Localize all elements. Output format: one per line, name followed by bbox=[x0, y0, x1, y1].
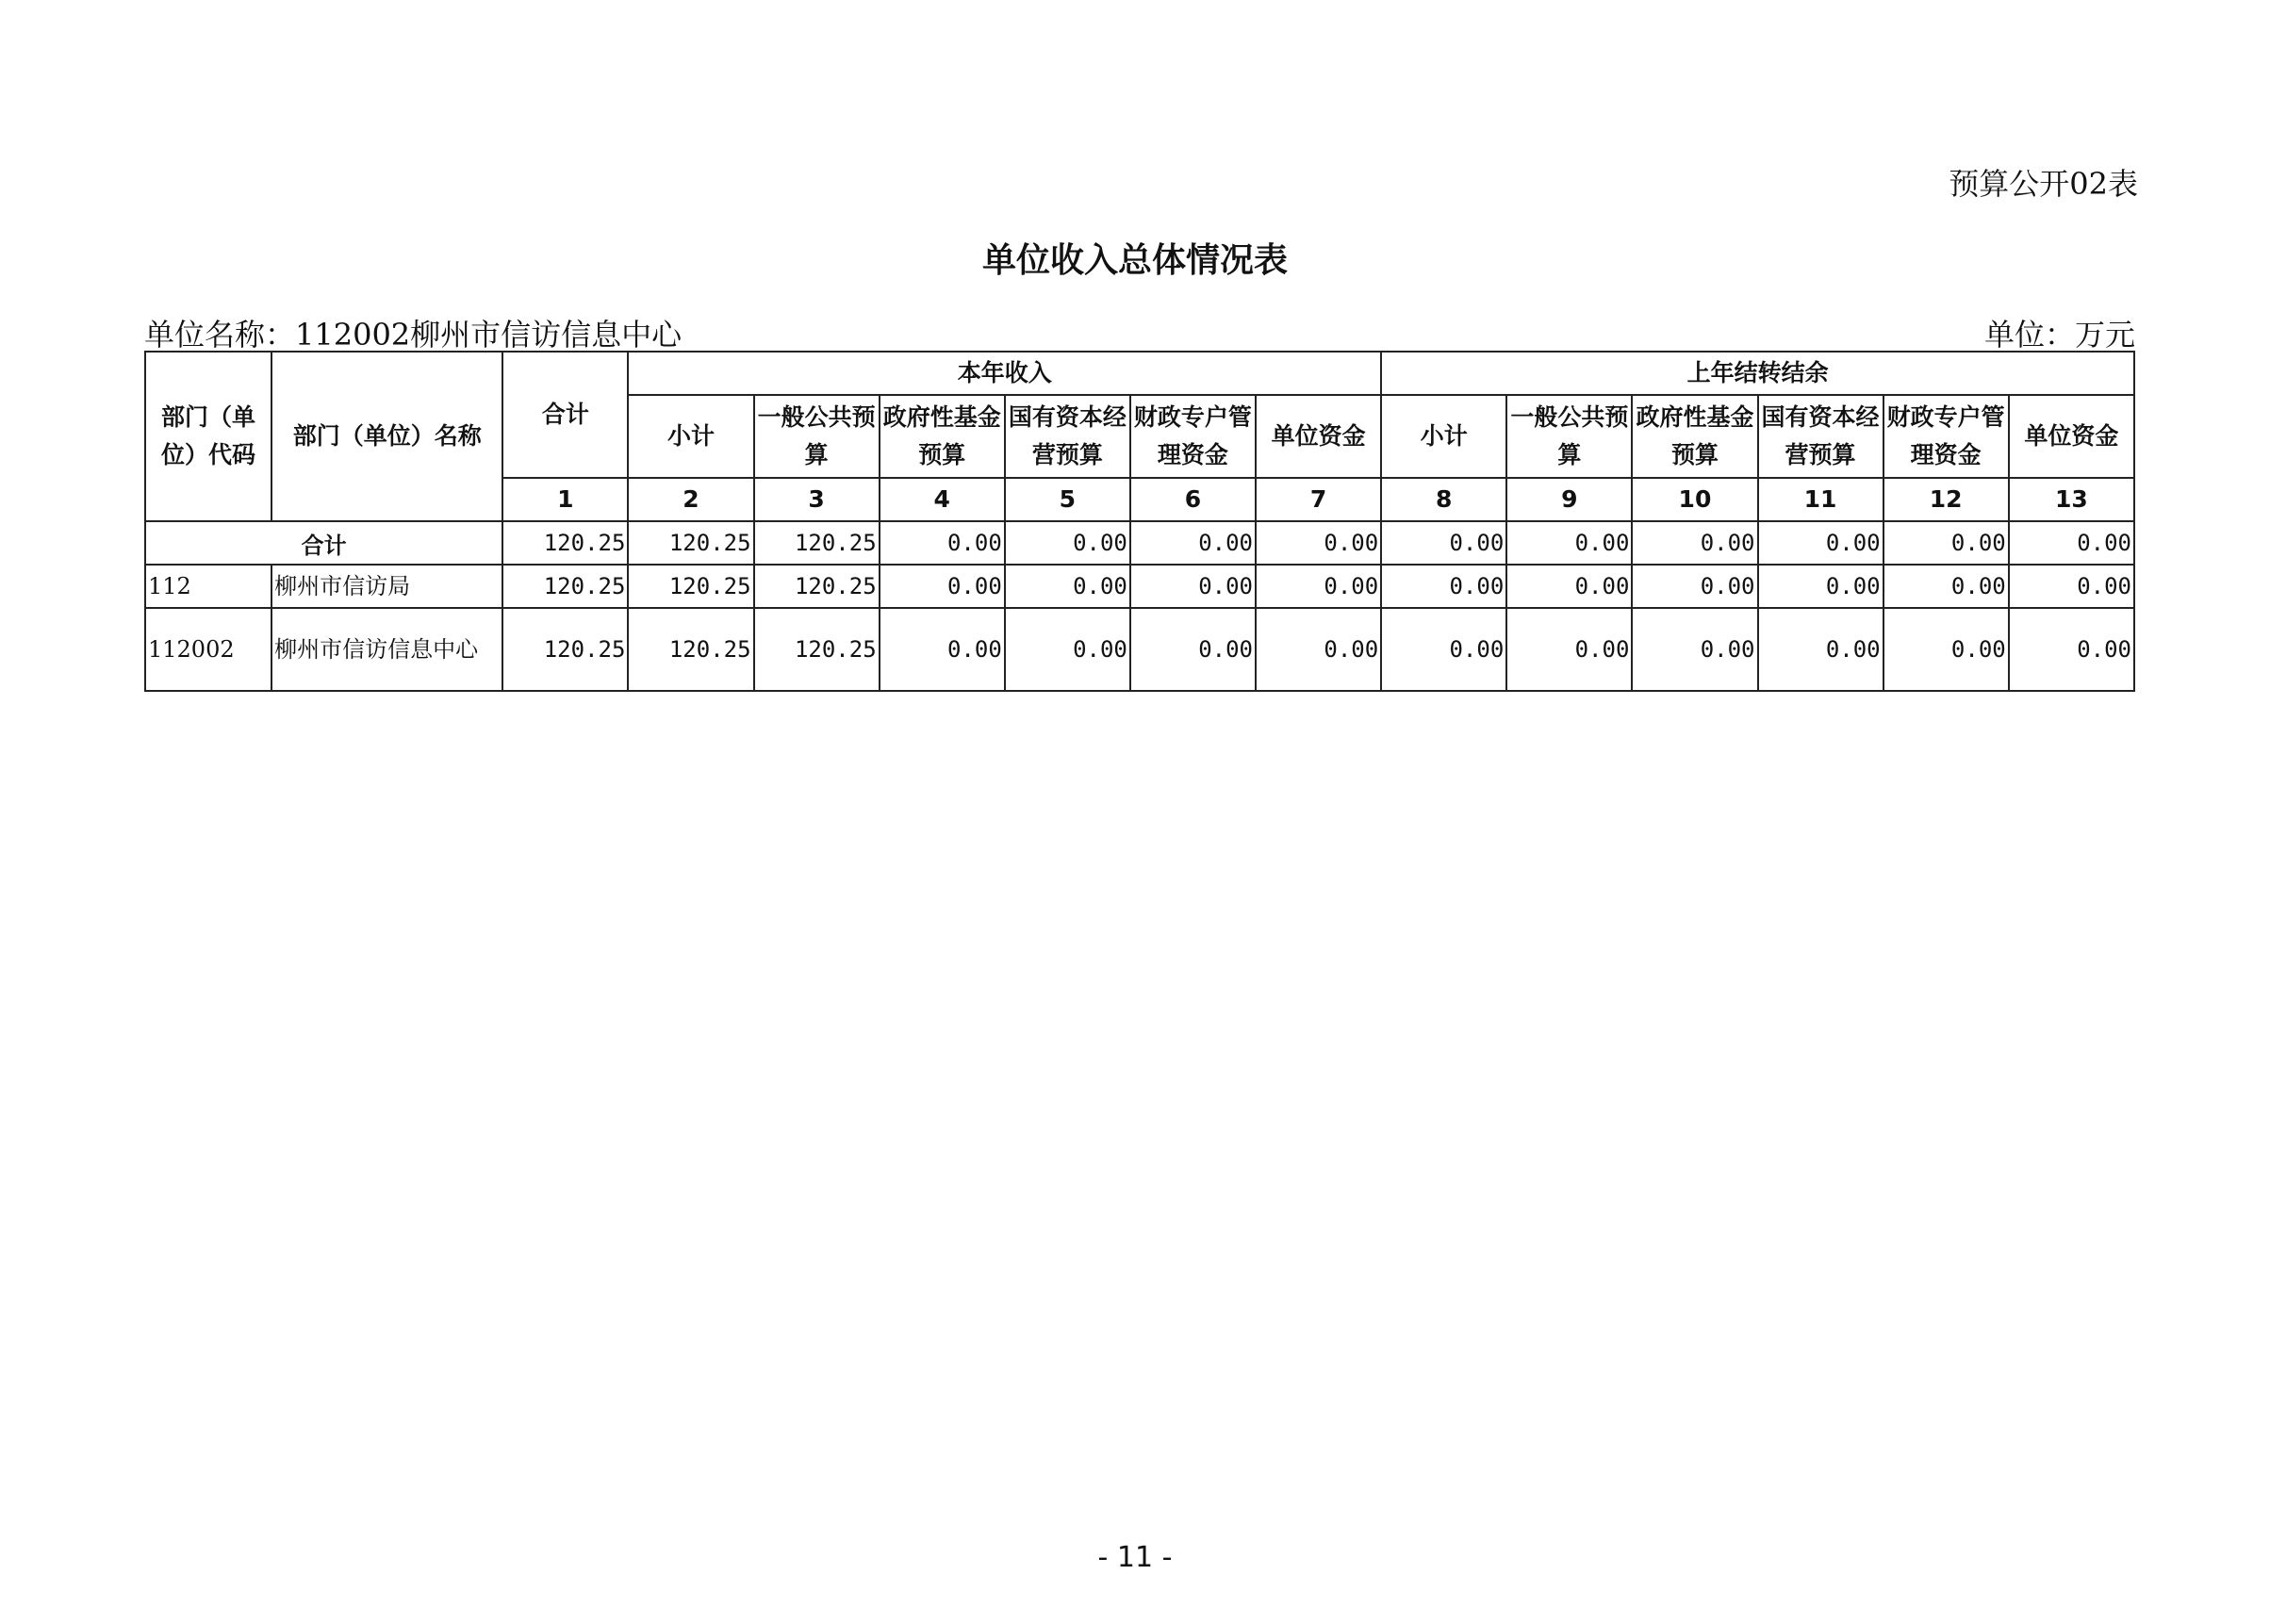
cell-value: 0.00 bbox=[1130, 565, 1256, 608]
col-number: 10 bbox=[1632, 478, 1757, 521]
header-current-year-group: 本年收入 bbox=[628, 352, 1381, 395]
cell-value: 0.00 bbox=[1005, 521, 1130, 565]
cell-value: 120.25 bbox=[628, 608, 753, 691]
cell-value: 0.00 bbox=[880, 565, 1005, 608]
header-carry-state-capital: 国有资本经营预算 bbox=[1758, 395, 1883, 478]
col-number: 6 bbox=[1130, 478, 1256, 521]
col-number: 9 bbox=[1506, 478, 1632, 521]
meta-row bbox=[144, 311, 2135, 354]
cell-value: 0.00 bbox=[1758, 608, 1883, 691]
unit-name: 单位名称：112002柳州市信访信息中心 bbox=[144, 317, 683, 353]
header-dept-code: 部门（单位）代码 bbox=[145, 352, 271, 521]
header-carry-special-account: 财政专户管理资金 bbox=[1883, 395, 2009, 478]
cell-value: 0.00 bbox=[1758, 521, 1883, 565]
col-number: 12 bbox=[1883, 478, 2009, 521]
cell-value: 0.00 bbox=[1256, 521, 1381, 565]
cell-value: 0.00 bbox=[2009, 565, 2134, 608]
cell-value: 0.00 bbox=[880, 608, 1005, 691]
col-number: 1 bbox=[502, 478, 628, 521]
page-title: 单位收入总体情况表 bbox=[981, 241, 1288, 280]
cell-value: 0.00 bbox=[1632, 521, 1757, 565]
cell-value: 120.25 bbox=[502, 608, 628, 691]
page-number: - 11 - bbox=[1097, 1541, 1173, 1574]
total-row-label: 合计 bbox=[145, 521, 502, 565]
cell-value: 0.00 bbox=[1632, 565, 1757, 608]
col-number: 7 bbox=[1256, 478, 1381, 521]
cell-value: 0.00 bbox=[1256, 608, 1381, 691]
col-number: 4 bbox=[880, 478, 1005, 521]
header-current-gov-fund: 政府性基金预算 bbox=[880, 395, 1005, 478]
cell-value: 0.00 bbox=[1883, 608, 2009, 691]
col-number: 3 bbox=[754, 478, 880, 521]
dept-name: 柳州市信访信息中心 bbox=[271, 608, 502, 691]
header-carry-gov-fund: 政府性基金预算 bbox=[1632, 395, 1757, 478]
header-current-special-account: 财政专户管理资金 bbox=[1130, 395, 1256, 478]
header-current-general-budget: 一般公共预算 bbox=[754, 395, 880, 478]
cell-value: 0.00 bbox=[1381, 608, 1506, 691]
cell-value: 0.00 bbox=[1130, 521, 1256, 565]
cell-value: 0.00 bbox=[1005, 608, 1130, 691]
dept-code: 112 bbox=[145, 565, 271, 608]
col-number: 11 bbox=[1758, 478, 1883, 521]
cell-value: 0.00 bbox=[1883, 521, 2009, 565]
cell-value: 0.00 bbox=[2009, 521, 2134, 565]
table-code: 预算公开02表 bbox=[1949, 166, 2138, 202]
col-number: 2 bbox=[628, 478, 753, 521]
cell-value: 0.00 bbox=[1130, 608, 1256, 691]
header-current-unit-funds: 单位资金 bbox=[1256, 395, 1381, 478]
header-carry-unit-funds: 单位资金 bbox=[2009, 395, 2134, 478]
dept-name: 柳州市信访局 bbox=[271, 565, 502, 608]
cell-value: 0.00 bbox=[1506, 565, 1632, 608]
header-current-state-capital: 国有资本经营预算 bbox=[1005, 395, 1130, 478]
table-row bbox=[145, 608, 2134, 691]
unit-measure: 单位：万元 bbox=[1983, 317, 2135, 353]
cell-value: 0.00 bbox=[2009, 608, 2134, 691]
cell-value: 0.00 bbox=[1883, 565, 2009, 608]
header-dept-name: 部门（单位）名称 bbox=[271, 352, 502, 521]
cell-value: 0.00 bbox=[1256, 565, 1381, 608]
income-summary-table bbox=[144, 351, 2135, 692]
cell-value: 0.00 bbox=[1381, 521, 1506, 565]
cell-value: 120.25 bbox=[754, 608, 880, 691]
col-number: 8 bbox=[1381, 478, 1506, 521]
cell-value: 0.00 bbox=[1632, 608, 1757, 691]
table-row bbox=[145, 565, 2134, 608]
cell-value: 0.00 bbox=[1381, 565, 1506, 608]
header-total: 合计 bbox=[502, 352, 628, 478]
header-current-subtotal: 小计 bbox=[628, 395, 753, 478]
col-number: 13 bbox=[2009, 478, 2134, 521]
cell-value: 0.00 bbox=[1005, 565, 1130, 608]
cell-value: 120.25 bbox=[628, 521, 753, 565]
col-number: 5 bbox=[1005, 478, 1130, 521]
header-carry-subtotal: 小计 bbox=[1381, 395, 1506, 478]
cell-value: 0.00 bbox=[1506, 608, 1632, 691]
cell-value: 0.00 bbox=[1506, 521, 1632, 565]
total-row bbox=[145, 521, 2134, 565]
dept-code: 112002 bbox=[145, 608, 271, 691]
cell-value: 120.25 bbox=[754, 521, 880, 565]
cell-value: 0.00 bbox=[880, 521, 1005, 565]
cell-value: 120.25 bbox=[628, 565, 753, 608]
cell-value: 120.25 bbox=[754, 565, 880, 608]
cell-value: 120.25 bbox=[502, 565, 628, 608]
header-carryover-group: 上年结转结余 bbox=[1381, 352, 2134, 395]
cell-value: 120.25 bbox=[502, 521, 628, 565]
header-carry-general-budget: 一般公共预算 bbox=[1506, 395, 1632, 478]
cell-value: 0.00 bbox=[1758, 565, 1883, 608]
